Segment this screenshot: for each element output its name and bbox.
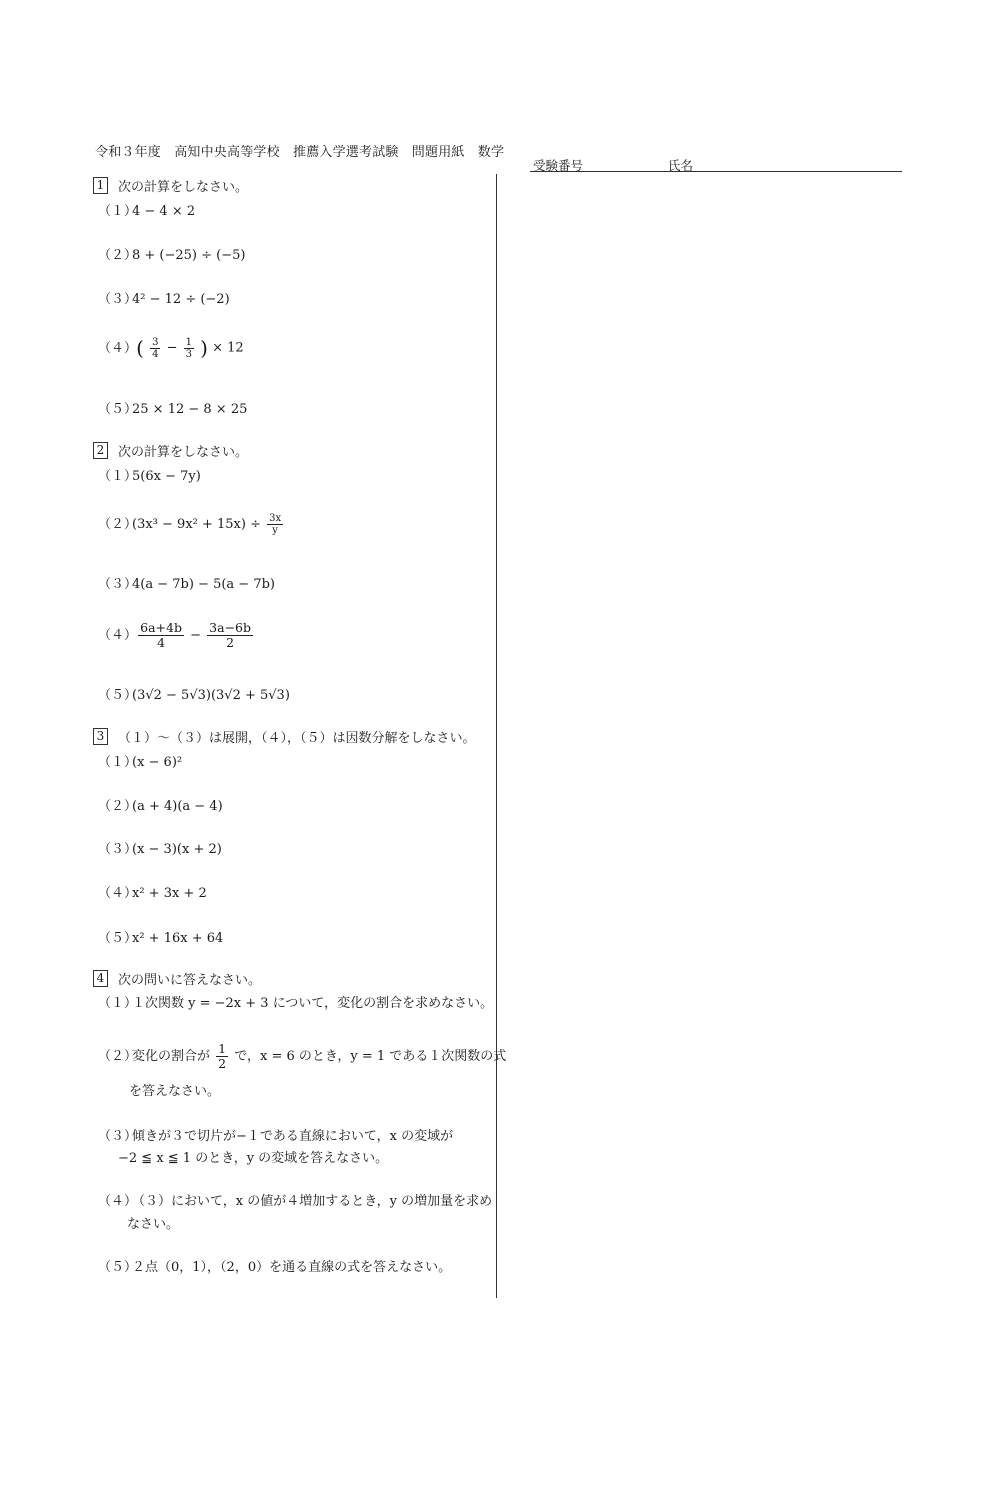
section-instruction: 次の計算をしなさい。	[118, 180, 249, 195]
question-4-5: （５）２点（0，1），（2，0）を通る直線の式を答えなさい。	[98, 1260, 452, 1275]
exam-number-label: 受験番号	[533, 158, 584, 173]
question-3-5: （５）x² + 16x + 64	[98, 931, 224, 946]
fraction: $\frac{6a+4b}{4}$	[140, 620, 182, 650]
question-1-4: （４） ( $\frac{3}{4}$ − $\frac{1}{3}$ ) × 12	[98, 336, 244, 360]
question-2-3: （３）4(a − 7b) − 5(a − 7b)	[98, 577, 275, 592]
section-instruction: 次の計算をしなさい。	[118, 445, 249, 460]
question-4-4: （４）（３）において，x の値が４増加するとき，y の増加量を求め	[98, 1194, 493, 1209]
section-number: 2	[93, 442, 108, 459]
fraction: $\frac{1}{2}$	[218, 1041, 227, 1071]
section-2-heading	[93, 441, 248, 460]
section-3-heading	[93, 727, 476, 746]
section-1-heading	[93, 176, 248, 195]
section-4-heading	[93, 969, 261, 988]
section-instruction: 次の問いに答えなさい。	[118, 973, 262, 988]
question-2-2: （２）(3x³ − 9x² + 15x) ÷ $\frac{3x}{y}$	[98, 513, 282, 536]
question-2-5: （５）(3√2 − 5√3)(3√2 + 5√3)	[98, 688, 290, 703]
question-1-1: （１）4 − 4 × 2	[98, 204, 196, 219]
question-4-3-continued: −2 ≦ x ≦ 1 のとき，y の変域を答えなさい。	[118, 1151, 389, 1166]
question-3-2: （２）(a + 4)(a − 4)	[98, 799, 223, 814]
question-2-4: （４） $\frac{6a+4b}{4}$ − $\frac{3a-6b}{2}$	[98, 620, 252, 650]
column-divider	[496, 174, 497, 1298]
section-number: 4	[93, 970, 108, 987]
question-4-2: （２）変化の割合が $\frac{1}{2}$ で，x = 6 のとき，y = 1 である１次関数の式	[98, 1041, 507, 1071]
section-instruction: （１）〜（３）は展開，（４），（５）は因数分解をしなさい。	[118, 731, 476, 746]
section-number: 1	[93, 177, 108, 194]
question-3-1: （１）(x − 6)²	[98, 755, 183, 770]
fraction: $\frac{3}{4}$	[152, 336, 159, 360]
question-4-1: （１）１次関数 y = −2x + 3 について，変化の割合を求めなさい。	[98, 996, 494, 1011]
question-1-2: （２）8 + (−25) ÷ (−5)	[98, 248, 246, 263]
fraction: $\frac{3x}{y}$	[269, 513, 282, 536]
question-1-5: （５）25 × 12 − 8 × 25	[98, 402, 248, 417]
answer-line	[530, 171, 902, 172]
section-number: 3	[93, 728, 108, 745]
name-label: 氏名	[668, 158, 694, 173]
question-3-3: （３）(x − 3)(x + 2)	[98, 842, 222, 857]
fraction: $\frac{1}{3}$	[185, 336, 193, 360]
question-4-4-continued: なさい。	[127, 1217, 180, 1232]
question-1-3: （３）4² − 12 ÷ (−2)	[98, 292, 230, 307]
question-2-1: （１）5(6x − 7y)	[98, 469, 201, 484]
fraction: $\frac{3a-6b}{2}$	[209, 620, 252, 650]
question-4-2-continued: を答えなさい。	[129, 1084, 221, 1099]
page-title: 令和３年度 高知中央高等学校 推薦入学選考試験 問題用紙 数学	[95, 145, 505, 160]
question-3-4: （４）x² + 3x + 2	[98, 886, 207, 901]
question-4-3: （３）傾きが３で切片が−１である直線において，x の変域が	[98, 1129, 454, 1144]
